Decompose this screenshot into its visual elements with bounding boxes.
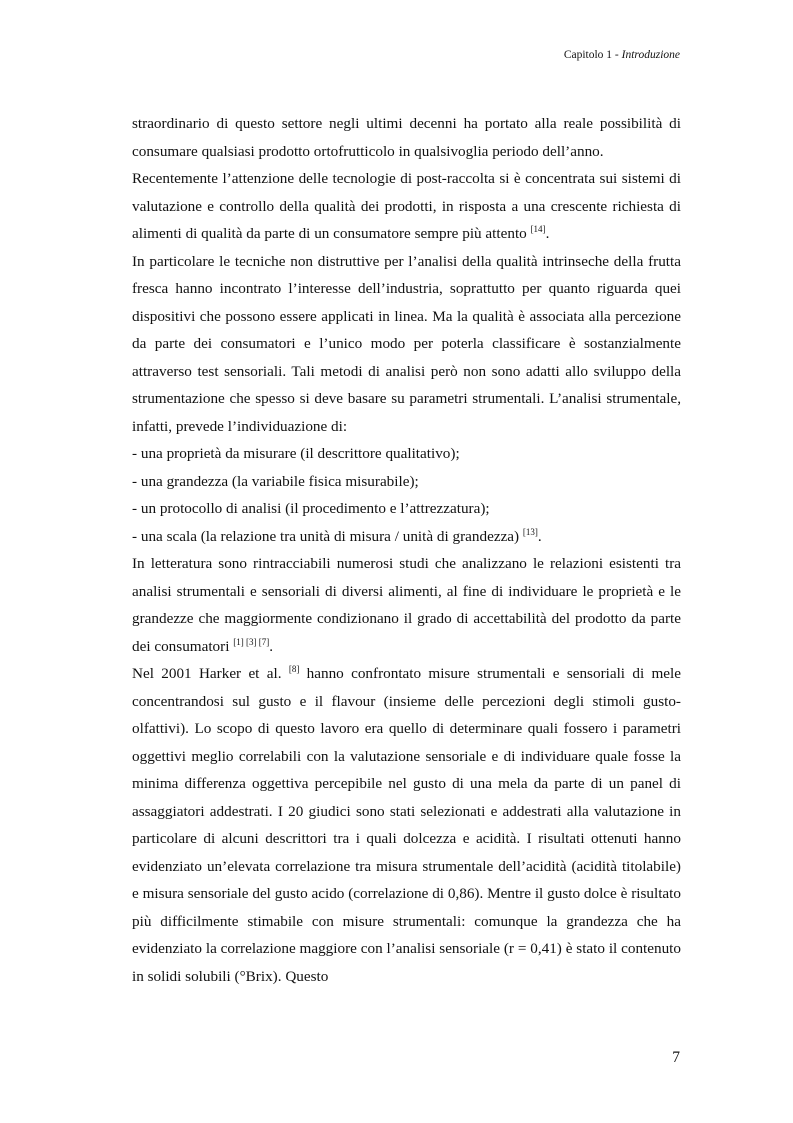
paragraph <box>132 550 681 660</box>
list-item-end: . <box>537 527 542 545</box>
chapter-title: Introduzione <box>621 49 680 61</box>
paragraph <box>132 660 681 990</box>
paragraph-text: Recentemente l’attenzione delle tecnologie di post-raccolta si è concentrata sui sistemi di valutazione e controllo della qualità dei prodotti, in risposta a una crescente richiesta di alimenti di qualità da parte di un consumatore sempre più attento <box>132 170 681 242</box>
paragraph-end: . <box>545 225 550 242</box>
list-item-text: - una proprietà da misurare (il descrittore qualitativo); <box>132 445 460 462</box>
page-number: 7 <box>672 1049 680 1066</box>
body-text <box>132 110 681 990</box>
list-item-text: - un protocollo di analisi (il procedimento e l’attrezzatura); <box>132 500 490 517</box>
citation-ref: [1] [3] [7] <box>233 636 270 647</box>
list-item-text: - una scala (la relazione tra unità di misura / unità di grandezza) <box>132 527 523 545</box>
list-item <box>132 468 681 496</box>
citation-ref: [13] <box>522 526 538 537</box>
paragraph-text: In letteratura sono rintracciabili numerosi studi che analizzano le relazioni esistenti tra analisi strumentali e sensoriali di diversi alimenti, al fine di individuare le proprietà e le grandezze che maggiormente condizionano il grado di accettabilità del prodotto da parte dei consumatori <box>132 555 681 655</box>
list-item-text: - una grandezza (la variabile fisica misurabile); <box>132 472 419 490</box>
paragraph-text: straordinario di questo settore negli ultimi decenni ha portato alla reale possibilità di consumare qualsiasi prodotto ortofrutticolo in qualsivoglia periodo dell’anno. <box>132 115 681 160</box>
paragraph-text-continued: hanno confrontato misure strumentali e sensoriali di mele concentrandosi sul gusto e il flavour (insieme delle percezioni degli stimoli gusto-olfattivi). Lo scopo di questo lavoro era quello di determinare quali fossero i parametri oggettivi meglio correlabili con la valutazione sensoriale e di individuare quale fosse la minima differenza oggettiva percepibile nel gusto di una mela da parte di un panel di assaggiatori addestrati. I 20 giudici sono stati selezionati e addestrati alla valutazione in particolare di alcuni descrittori tra i quali dolcezza e acidità. I risultati ottenuti hanno evidenziato un’elevata correlazione tra misura strumentale dell’acidità (acidità titolabile) e misura sensoriale del gusto acido (correlazione di 0,86). Mentre il gusto dolce è risultato più difficilmente stimabile con misure strumentali: comunque la grandezza che ha evidenziato la correlazione maggiore con l’analisi sensoriale (r = 0,41) è stato il contenuto in solidi solubili (°Brix). Questo <box>132 665 682 985</box>
list-item <box>132 440 681 468</box>
list-item <box>132 523 681 551</box>
paragraph-text: In particolare le tecniche non distruttive per l’analisi della qualità intrinseche della frutta fresca hanno incontrato l’interesse dell’industria, soprattutto per quanto riguarda quei dispositivi che possono essere applicati in linea. Ma la qualità è associata alla percezione da parte dei consumatori e l’unico modo per poterla classificare è sostanzialmente attraverso test sensoriali. Tali metodi di analisi però non sono adatti allo sviluppo della strumentazione che spesso si deve basare su parametri strumentali. L’analisi strumentale, infatti, prevede l’individuazione di: <box>132 252 681 435</box>
paragraph <box>132 165 681 248</box>
paragraph-text: Nel 2001 Harker et al. <box>132 665 289 682</box>
chapter-label: Capitolo 1 - <box>563 49 622 61</box>
list-item <box>132 495 681 523</box>
paragraph-end: . <box>269 637 274 655</box>
citation-ref: [14] <box>530 224 546 234</box>
paragraph <box>132 110 681 165</box>
running-header <box>564 48 680 62</box>
paragraph <box>132 248 681 441</box>
citation-ref: [8] <box>288 664 300 674</box>
